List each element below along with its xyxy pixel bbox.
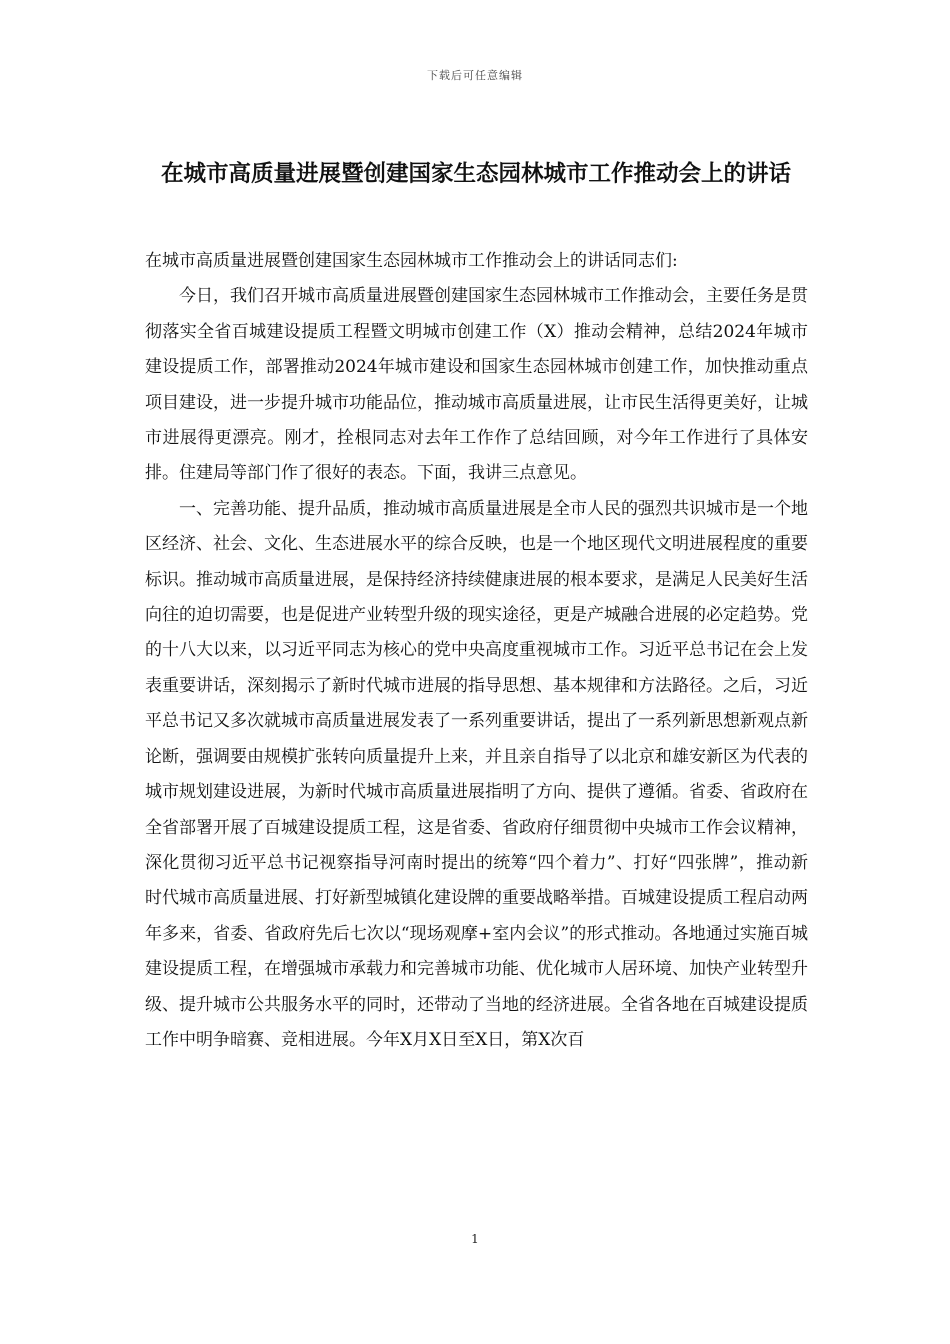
salutation: 在城市高质量进展暨创建国家生态园林城市工作推动会上的讲话同志们: [145,251,678,271]
document-body [145,244,808,1058]
header-note: 下载后可任意编辑 [427,69,523,82]
paragraph-intro: 今日，我们召开城市高质量进展暨创建国家生态园林城市工作推动会，主要任务是贯彻落实全省百城建设提质工程暨文明城市创建工作（X）推动会精神，总结2024年城市建设提质工作，部署推动2024年城市建设和国家生态园林城市创建工作，加快推动重点项目建设，进一步提升城市功能品位，推动城市高质量进展，让市民生活得更美好，让城市进展得更漂亮。刚才，拴根同志对去年工作作了总结回顾，对今年工作进行了具体安排。住建局等部门作了很好的表态。下面，我讲三点意见。 [145,286,808,484]
paragraph-section-one: 一、完善功能、提升品质，推动城市高质量进展是全市人民的强烈共识城市是一个地区经济、社会、文化、生态进展水平的综合反映，也是一个地区现代文明进展程度的重要标识。推动城市高质量进展，是保持经济持续健康进展的根本要求，是满足人民美好生活向往的迫切需要，也是促进产业转型升级的现实途径，更是产城融合进展的必定趋势。党的十八大以来，以习近平同志为核心的党中央高度重视城市工作。习近平总书记在会上发表重要讲话，深刻揭示了新时代城市进展的指导思想、基本规律和方法路径。之后，习近平总书记又多次就城市高质量进展发表了一系列重要讲话，提出了一系列新思想新观点新论断，强调要由规模扩张转向质量提升上来，并且亲自指导了以北京和雄安新区为代表的城市规划建设进展，为新时代城市高质量进展指明了方向、提供了遵循。省委、省政府在全省部署开展了百城建设提质工程，这是省委、省政府仔细贯彻中央城市工作会议精神，深化贯彻习近平总书记视察指导河南时提出的统筹“四个着力”、打好“四张牌”，推动新时代城市高质量进展、打好新型城镇化建设牌的重要战略举措。百城建设提质工程启动两年多来，省委、省政府先后七次以“现场观摩+室内会议”的形式推动。各地通过实施百城建设提质工程，在增强城市承载力和完善城市功能、优化城市人居环境、加快产业转型升级、提升城市公共服务水平的同时，还带动了当地的经济进展。全省各地在百城建设提质工作中明争暗赛、竞相进展。今年X月X日至X日，第X次百 [145,498,808,1050]
document-title: 在城市高质量进展暨创建国家生态园林城市工作推动会上的讲话 [160,161,791,187]
page-number: 1 [471,1232,479,1246]
